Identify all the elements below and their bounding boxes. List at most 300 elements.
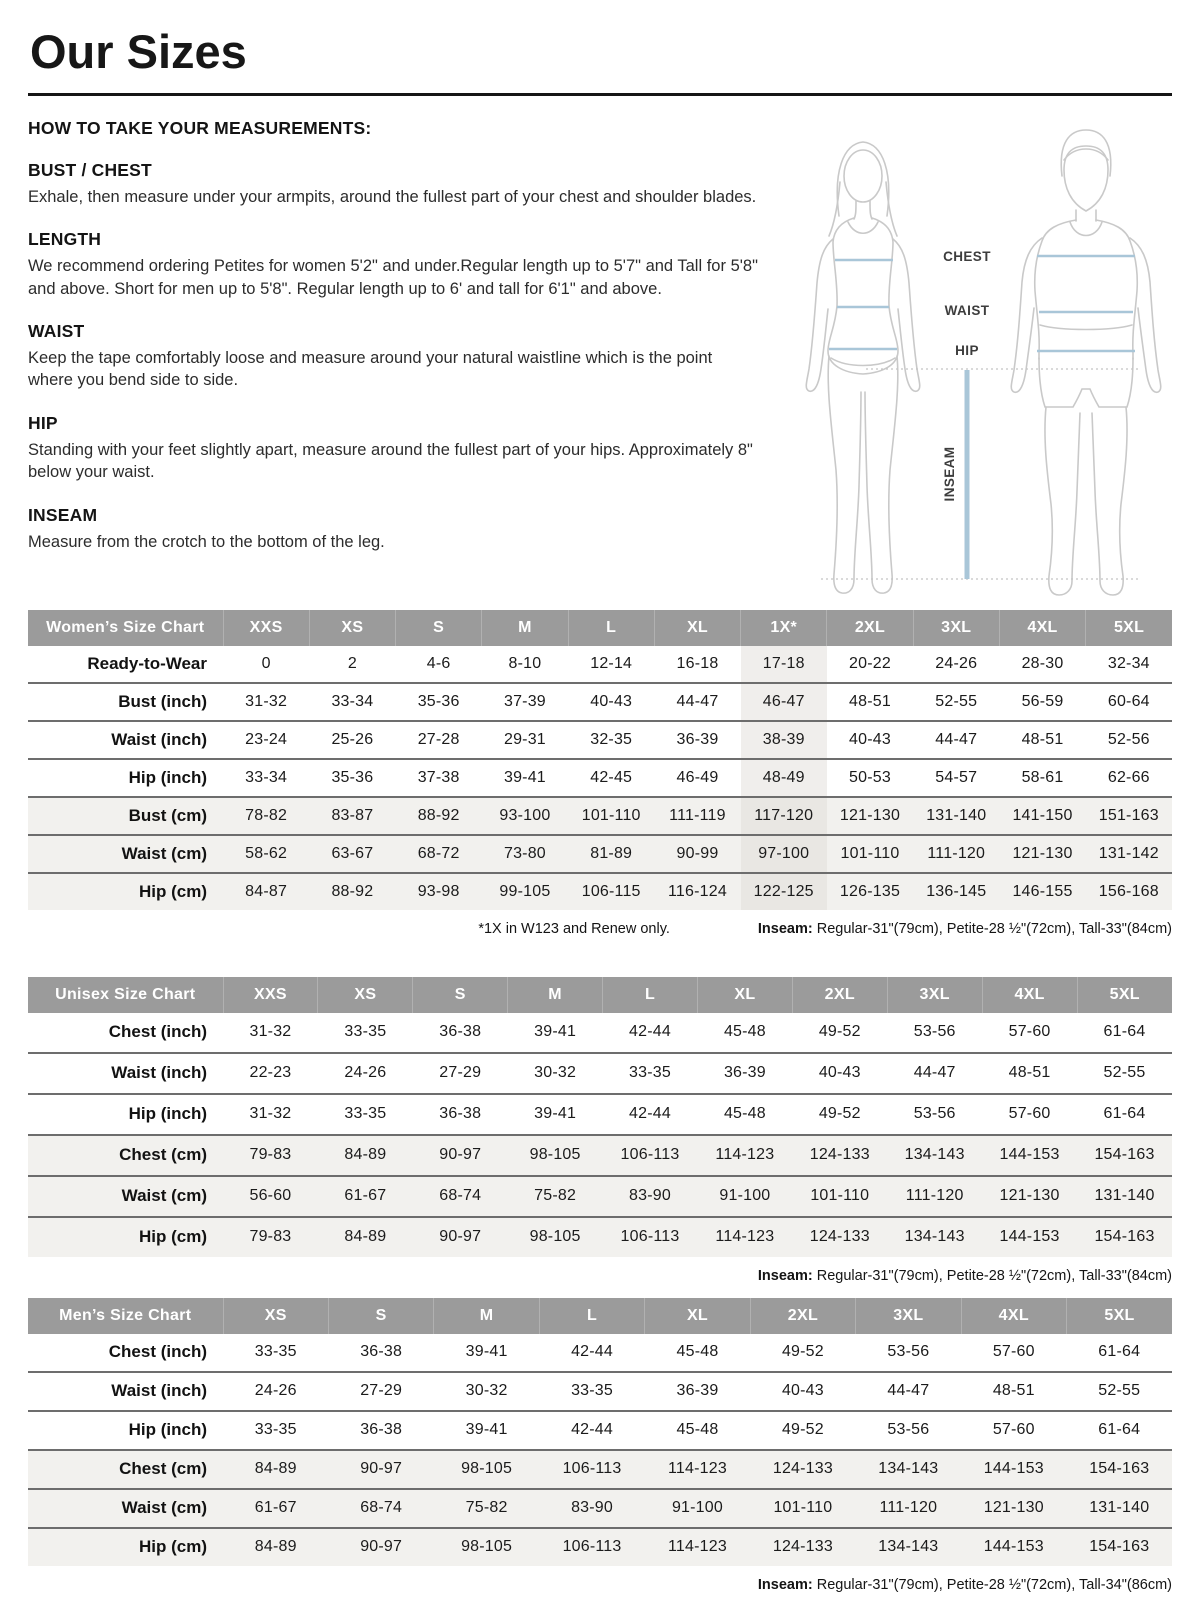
measurement-instructions <box>28 118 1172 596</box>
section-body: Exhale, then measure under your armpits, around the fullest part of your chest and shoulder blades. <box>28 187 757 206</box>
size-cell: 12-14 <box>568 646 654 683</box>
column-header-4xl: 4XL <box>961 1298 1066 1334</box>
size-cell: 106-113 <box>603 1217 698 1257</box>
size-cell: 53-56 <box>856 1411 961 1450</box>
column-header-5xl: 5XL <box>1086 610 1172 646</box>
size-cell: 31-32 <box>223 683 309 721</box>
size-cell: 16-18 <box>654 646 740 683</box>
size-cell: 33-35 <box>318 1013 413 1053</box>
table-footnote <box>28 1268 1172 1284</box>
size-cell: 122-125 <box>741 873 827 910</box>
section-title: BUST / CHEST <box>28 159 152 180</box>
size-cell: 111-119 <box>654 797 740 835</box>
size-cell: 53-56 <box>887 1094 982 1135</box>
section-length <box>28 229 760 300</box>
column-header-xs: XS <box>223 1298 328 1334</box>
size-cell: 48-51 <box>961 1372 1066 1411</box>
size-cell: 111-120 <box>887 1176 982 1217</box>
size-cell: 33-35 <box>539 1372 644 1411</box>
table-row <box>28 683 1172 721</box>
table-row <box>28 1334 1172 1372</box>
size-cell: 58-61 <box>999 759 1085 797</box>
size-cell: 79-83 <box>223 1135 318 1176</box>
column-header-5xl: 5XL <box>1067 1298 1173 1334</box>
size-cell: 0 <box>223 646 309 683</box>
table-title: Unisex Size Chart <box>28 977 223 1013</box>
size-cell: 124-133 <box>792 1217 887 1257</box>
size-cell: 98-105 <box>508 1217 603 1257</box>
table-row <box>28 1135 1172 1176</box>
size-cell: 48-51 <box>827 683 913 721</box>
size-cell: 90-97 <box>413 1217 508 1257</box>
table-row <box>28 797 1172 835</box>
size-cell: 20-22 <box>827 646 913 683</box>
column-header-m: M <box>434 1298 539 1334</box>
size-cell: 44-47 <box>856 1372 961 1411</box>
size-cell: 52-56 <box>1086 721 1172 759</box>
woman-figure-icon <box>806 142 919 593</box>
column-header-xs: XS <box>318 977 413 1013</box>
column-header-2xl: 2XL <box>827 610 913 646</box>
size-cell: 114-123 <box>697 1217 792 1257</box>
size-cell: 111-120 <box>913 835 999 873</box>
size-cell: 49-52 <box>750 1411 855 1450</box>
table-row <box>28 1217 1172 1257</box>
size-cell: 31-32 <box>223 1013 318 1053</box>
section-title: HIP <box>28 412 58 433</box>
inseam-label: INSEAM <box>942 446 957 502</box>
size-cell: 116-124 <box>654 873 740 910</box>
size-cell: 22-23 <box>223 1053 318 1094</box>
size-cell: 53-56 <box>856 1334 961 1372</box>
size-cell: 58-62 <box>223 835 309 873</box>
size-cell: 68-72 <box>396 835 482 873</box>
size-cell: 101-110 <box>568 797 654 835</box>
row-label: Waist (inch) <box>28 1372 223 1411</box>
size-cell: 40-43 <box>750 1372 855 1411</box>
size-cell: 31-32 <box>223 1094 318 1135</box>
size-cell: 28-30 <box>999 646 1085 683</box>
size-cell: 84-87 <box>223 873 309 910</box>
size-cell: 79-83 <box>223 1217 318 1257</box>
size-cell: 33-35 <box>603 1053 698 1094</box>
size-cell: 36-39 <box>697 1053 792 1094</box>
row-label: Hip (inch) <box>28 1094 223 1135</box>
size-cell: 141-150 <box>999 797 1085 835</box>
size-cell: 48-49 <box>741 759 827 797</box>
size-cell: 151-163 <box>1086 797 1172 835</box>
size-cell: 36-38 <box>328 1334 433 1372</box>
size-cell: 61-64 <box>1067 1334 1173 1372</box>
row-label: Hip (cm) <box>28 1217 223 1257</box>
column-header-xl: XL <box>697 977 792 1013</box>
page-title: Our Sizes <box>30 25 247 78</box>
size-cell: 121-130 <box>827 797 913 835</box>
size-cell: 73-80 <box>482 835 568 873</box>
size-cell: 33-35 <box>318 1094 413 1135</box>
column-header-5xl: 5XL <box>1077 977 1172 1013</box>
table-footnote <box>28 1577 1172 1593</box>
size-cell: 57-60 <box>982 1094 1077 1135</box>
size-cell: 33-34 <box>223 759 309 797</box>
size-cell: 131-140 <box>913 797 999 835</box>
size-cell: 24-26 <box>318 1053 413 1094</box>
body-measurement-illustration <box>770 118 1172 596</box>
size-cell: 114-123 <box>645 1450 750 1489</box>
size-cell: 40-43 <box>827 721 913 759</box>
size-cell: 2 <box>309 646 395 683</box>
column-header-l: L <box>603 977 698 1013</box>
size-cell: 78-82 <box>223 797 309 835</box>
column-header-l: L <box>539 1298 644 1334</box>
column-header-3xl: 3XL <box>913 610 999 646</box>
size-cell: 144-153 <box>961 1528 1066 1566</box>
table-row <box>28 1528 1172 1566</box>
size-cell: 61-64 <box>1077 1094 1172 1135</box>
size-cell: 46-49 <box>654 759 740 797</box>
section-title: LENGTH <box>28 229 102 250</box>
column-header-l: L <box>568 610 654 646</box>
size-cell: 83-87 <box>309 797 395 835</box>
size-cell: 42-44 <box>539 1334 644 1372</box>
size-cell: 27-29 <box>413 1053 508 1094</box>
size-cell: 91-100 <box>697 1176 792 1217</box>
row-label: Bust (inch) <box>28 683 223 721</box>
size-cell: 30-32 <box>508 1053 603 1094</box>
size-cell: 124-133 <box>750 1450 855 1489</box>
size-cell: 144-153 <box>961 1450 1066 1489</box>
size-cell: 33-35 <box>223 1334 328 1372</box>
size-cell: 52-55 <box>1067 1372 1173 1411</box>
size-cell: 42-44 <box>603 1013 698 1053</box>
size-cell: 84-89 <box>318 1217 413 1257</box>
size-cell: 61-67 <box>223 1489 328 1528</box>
column-header-2xl: 2XL <box>792 977 887 1013</box>
size-cell: 35-36 <box>309 759 395 797</box>
size-cell: 52-55 <box>913 683 999 721</box>
row-label: Hip (inch) <box>28 759 223 797</box>
size-cell: 40-43 <box>568 683 654 721</box>
size-table <box>28 1298 1172 1566</box>
size-cell: 42-44 <box>539 1411 644 1450</box>
table-row <box>28 1094 1172 1135</box>
size-cell: 39-41 <box>508 1094 603 1135</box>
size-cell: 90-97 <box>328 1528 433 1566</box>
column-header-4xl: 4XL <box>982 977 1077 1013</box>
size-cell: 84-89 <box>223 1528 328 1566</box>
size-cell: 32-35 <box>568 721 654 759</box>
size-cell: 114-123 <box>697 1135 792 1176</box>
how-to-column <box>28 118 770 596</box>
size-cell: 44-47 <box>913 721 999 759</box>
row-label: Waist (cm) <box>28 835 223 873</box>
table-title: Women’s Size Chart <box>28 610 223 646</box>
size-cell: 75-82 <box>434 1489 539 1528</box>
size-cell: 49-52 <box>750 1334 855 1372</box>
table-title: Men’s Size Chart <box>28 1298 223 1334</box>
footnote-inseam-note: Inseam: Regular-31"(79cm), Petite-28 ½"(72cm), Tall-33"(84cm) <box>757 1267 1172 1284</box>
size-cell: 131-140 <box>1077 1176 1172 1217</box>
row-label: Waist (cm) <box>28 1176 223 1217</box>
size-cell: 46-47 <box>741 683 827 721</box>
size-cell: 53-56 <box>887 1013 982 1053</box>
size-cell: 29-31 <box>482 721 568 759</box>
size-cell: 111-120 <box>856 1489 961 1528</box>
column-header-4xl: 4XL <box>999 610 1085 646</box>
table-row <box>28 721 1172 759</box>
row-label: Bust (cm) <box>28 797 223 835</box>
size-cell: 88-92 <box>396 797 482 835</box>
size-cell: 117-120 <box>741 797 827 835</box>
size-cell: 91-100 <box>645 1489 750 1528</box>
table-row <box>28 646 1172 683</box>
row-label: Chest (cm) <box>28 1135 223 1176</box>
size-cell: 131-140 <box>1067 1489 1173 1528</box>
unisex-size-chart-section <box>28 977 1172 1284</box>
row-label: Waist (cm) <box>28 1489 223 1528</box>
size-cell: 62-66 <box>1086 759 1172 797</box>
size-cell: 83-90 <box>603 1176 698 1217</box>
size-cell: 36-39 <box>645 1372 750 1411</box>
size-cell: 134-143 <box>887 1217 982 1257</box>
size-cell: 42-45 <box>568 759 654 797</box>
row-label: Hip (inch) <box>28 1411 223 1450</box>
size-cell: 83-90 <box>539 1489 644 1528</box>
size-cell: 49-52 <box>792 1013 887 1053</box>
size-cell: 93-100 <box>482 797 568 835</box>
size-cell: 93-98 <box>396 873 482 910</box>
section-inseam <box>28 505 760 553</box>
column-header-m: M <box>482 610 568 646</box>
size-cell: 84-89 <box>223 1450 328 1489</box>
column-header-m: M <box>508 977 603 1013</box>
size-cell: 154-163 <box>1077 1217 1172 1257</box>
size-cell: 121-130 <box>999 835 1085 873</box>
size-cell: 106-113 <box>539 1528 644 1566</box>
size-cell: 146-155 <box>999 873 1085 910</box>
column-header-xxs: XXS <box>223 977 318 1013</box>
column-header-xs: XS <box>309 610 395 646</box>
table-row <box>28 1053 1172 1094</box>
size-cell: 134-143 <box>856 1450 961 1489</box>
how-to-heading: HOW TO TAKE YOUR MEASUREMENTS: <box>28 117 372 138</box>
size-cell: 24-26 <box>913 646 999 683</box>
footnote-inseam-note: Inseam: Regular-31"(79cm), Petite-28 ½"(72cm), Tall-33"(84cm) <box>757 920 1172 937</box>
column-header-s: S <box>328 1298 433 1334</box>
waist-label: WAIST <box>944 302 990 318</box>
size-cell: 27-29 <box>328 1372 433 1411</box>
size-cell: 68-74 <box>328 1489 433 1528</box>
size-cell: 56-59 <box>999 683 1085 721</box>
row-label: Ready-to-Wear <box>28 646 223 683</box>
size-cell: 126-135 <box>827 873 913 910</box>
size-cell: 23-24 <box>223 721 309 759</box>
column-header-xxs: XXS <box>223 610 309 646</box>
size-cell: 124-133 <box>750 1528 855 1566</box>
size-cell: 36-38 <box>413 1013 508 1053</box>
size-cell: 60-64 <box>1086 683 1172 721</box>
size-cell: 42-44 <box>603 1094 698 1135</box>
size-cell: 32-34 <box>1086 646 1172 683</box>
size-cell: 57-60 <box>961 1411 1066 1450</box>
table-row <box>28 873 1172 910</box>
size-cell: 154-163 <box>1077 1135 1172 1176</box>
size-cell: 33-34 <box>309 683 395 721</box>
size-cell: 97-100 <box>741 835 827 873</box>
size-cell: 88-92 <box>309 873 395 910</box>
size-cell: 50-53 <box>827 759 913 797</box>
footnote-inseam-note: Inseam: Regular-31"(79cm), Petite-28 ½"(72cm), Tall-34"(86cm) <box>757 1576 1172 1593</box>
size-cell: 99-105 <box>482 873 568 910</box>
hip-label: HIP <box>955 342 979 358</box>
row-label: Waist (inch) <box>28 1053 223 1094</box>
size-cell: 63-67 <box>309 835 395 873</box>
size-cell: 8-10 <box>482 646 568 683</box>
size-cell: 48-51 <box>999 721 1085 759</box>
size-cell: 44-47 <box>887 1053 982 1094</box>
size-cell: 37-38 <box>396 759 482 797</box>
size-cell: 154-163 <box>1067 1528 1173 1566</box>
size-cell: 33-35 <box>223 1411 328 1450</box>
row-label: Hip (cm) <box>28 1528 223 1566</box>
size-cell: 106-115 <box>568 873 654 910</box>
size-cell: 45-48 <box>645 1334 750 1372</box>
size-cell: 37-39 <box>482 683 568 721</box>
footnote-1x-note: *1X in W123 and Renew only. <box>478 920 670 937</box>
title-divider <box>28 93 1172 96</box>
size-cell: 48-51 <box>982 1053 1077 1094</box>
size-cell: 17-18 <box>741 646 827 683</box>
measurement-diagram <box>770 118 1172 596</box>
size-cell: 90-97 <box>328 1450 433 1489</box>
section-title: WAIST <box>28 321 85 341</box>
size-cell: 61-67 <box>318 1176 413 1217</box>
column-header-1x: 1X* <box>741 610 827 646</box>
column-header-s: S <box>413 977 508 1013</box>
row-label: Chest (inch) <box>28 1013 223 1053</box>
size-table <box>28 610 1172 910</box>
size-cell: 106-113 <box>539 1450 644 1489</box>
size-cell: 36-38 <box>413 1094 508 1135</box>
section-title: INSEAM <box>28 504 98 525</box>
section-waist <box>28 321 760 392</box>
size-cell: 81-89 <box>568 835 654 873</box>
size-cell: 45-48 <box>645 1411 750 1450</box>
row-label: Chest (inch) <box>28 1334 223 1372</box>
section-hip <box>28 413 760 484</box>
size-cell: 136-145 <box>913 873 999 910</box>
size-cell: 134-143 <box>887 1135 982 1176</box>
column-header-3xl: 3XL <box>856 1298 961 1334</box>
size-cell: 54-57 <box>913 759 999 797</box>
table-row <box>28 1176 1172 1217</box>
table-row <box>28 1013 1172 1053</box>
size-cell: 61-64 <box>1067 1411 1173 1450</box>
size-cell: 84-89 <box>318 1135 413 1176</box>
size-cell: 39-41 <box>508 1013 603 1053</box>
size-cell: 121-130 <box>982 1176 1077 1217</box>
size-cell: 101-110 <box>792 1176 887 1217</box>
size-cell: 101-110 <box>827 835 913 873</box>
size-cell: 90-97 <box>413 1135 508 1176</box>
section-bust-chest <box>28 160 760 208</box>
size-cell: 124-133 <box>792 1135 887 1176</box>
womens-size-chart-section <box>28 610 1172 937</box>
section-body: Keep the tape comfortably loose and measure around your natural waistline which is the point where you bend side to side. <box>28 349 713 390</box>
size-cell: 38-39 <box>741 721 827 759</box>
size-cell: 24-26 <box>223 1372 328 1411</box>
section-body: Standing with your feet slightly apart, measure around the fullest part of your hips. Approximately 8" below your waist. <box>28 440 753 482</box>
column-header-xl: XL <box>654 610 740 646</box>
size-cell: 68-74 <box>413 1176 508 1217</box>
size-cell: 90-99 <box>654 835 740 873</box>
size-cell: 131-142 <box>1086 835 1172 873</box>
size-cell: 106-113 <box>603 1135 698 1176</box>
size-cell: 30-32 <box>434 1372 539 1411</box>
chest-label: CHEST <box>943 248 991 264</box>
size-cell: 27-28 <box>396 721 482 759</box>
table-row <box>28 1489 1172 1528</box>
table-row <box>28 1411 1172 1450</box>
size-cell: 52-55 <box>1077 1053 1172 1094</box>
size-cell: 25-26 <box>309 721 395 759</box>
size-cell: 156-168 <box>1086 873 1172 910</box>
size-cell: 45-48 <box>697 1013 792 1053</box>
size-cell: 134-143 <box>856 1528 961 1566</box>
size-cell: 35-36 <box>396 683 482 721</box>
table-row <box>28 835 1172 873</box>
size-cell: 36-38 <box>328 1411 433 1450</box>
size-cell: 39-41 <box>434 1411 539 1450</box>
size-table <box>28 977 1172 1257</box>
mens-size-chart-section <box>28 1298 1172 1593</box>
size-cell: 49-52 <box>792 1094 887 1135</box>
table-row <box>28 1372 1172 1411</box>
size-cell: 57-60 <box>961 1334 1066 1372</box>
size-cell: 45-48 <box>697 1094 792 1135</box>
column-header-3xl: 3XL <box>887 977 982 1013</box>
size-cell: 57-60 <box>982 1013 1077 1053</box>
section-body: We recommend ordering Petites for women 5'2" and under.Regular length up to 5'7" and Tall for 5'8" and above. Short for men up to 5'8". Regular length up to 6' and tall for 6'1" and above. <box>28 257 758 298</box>
size-cell: 39-41 <box>482 759 568 797</box>
row-label: Waist (inch) <box>28 721 223 759</box>
size-cell: 101-110 <box>750 1489 855 1528</box>
size-cell: 4-6 <box>396 646 482 683</box>
table-footnote <box>28 921 1172 937</box>
size-cell: 75-82 <box>508 1176 603 1217</box>
size-cell: 98-105 <box>508 1135 603 1176</box>
section-body: Measure from the crotch to the bottom of the leg. <box>28 532 385 551</box>
size-cell: 144-153 <box>982 1135 1077 1176</box>
size-cell: 154-163 <box>1067 1450 1173 1489</box>
size-cell: 98-105 <box>434 1528 539 1566</box>
size-cell: 36-39 <box>654 721 740 759</box>
man-figure-icon <box>1011 130 1160 595</box>
size-cell: 144-153 <box>982 1217 1077 1257</box>
column-header-2xl: 2XL <box>750 1298 855 1334</box>
size-cell: 121-130 <box>961 1489 1066 1528</box>
column-header-xl: XL <box>645 1298 750 1334</box>
size-cell: 98-105 <box>434 1450 539 1489</box>
size-cell: 114-123 <box>645 1528 750 1566</box>
row-label: Chest (cm) <box>28 1450 223 1489</box>
size-cell: 56-60 <box>223 1176 318 1217</box>
size-cell: 39-41 <box>434 1334 539 1372</box>
table-row <box>28 1450 1172 1489</box>
table-row <box>28 759 1172 797</box>
row-label: Hip (cm) <box>28 873 223 910</box>
size-cell: 61-64 <box>1077 1013 1172 1053</box>
